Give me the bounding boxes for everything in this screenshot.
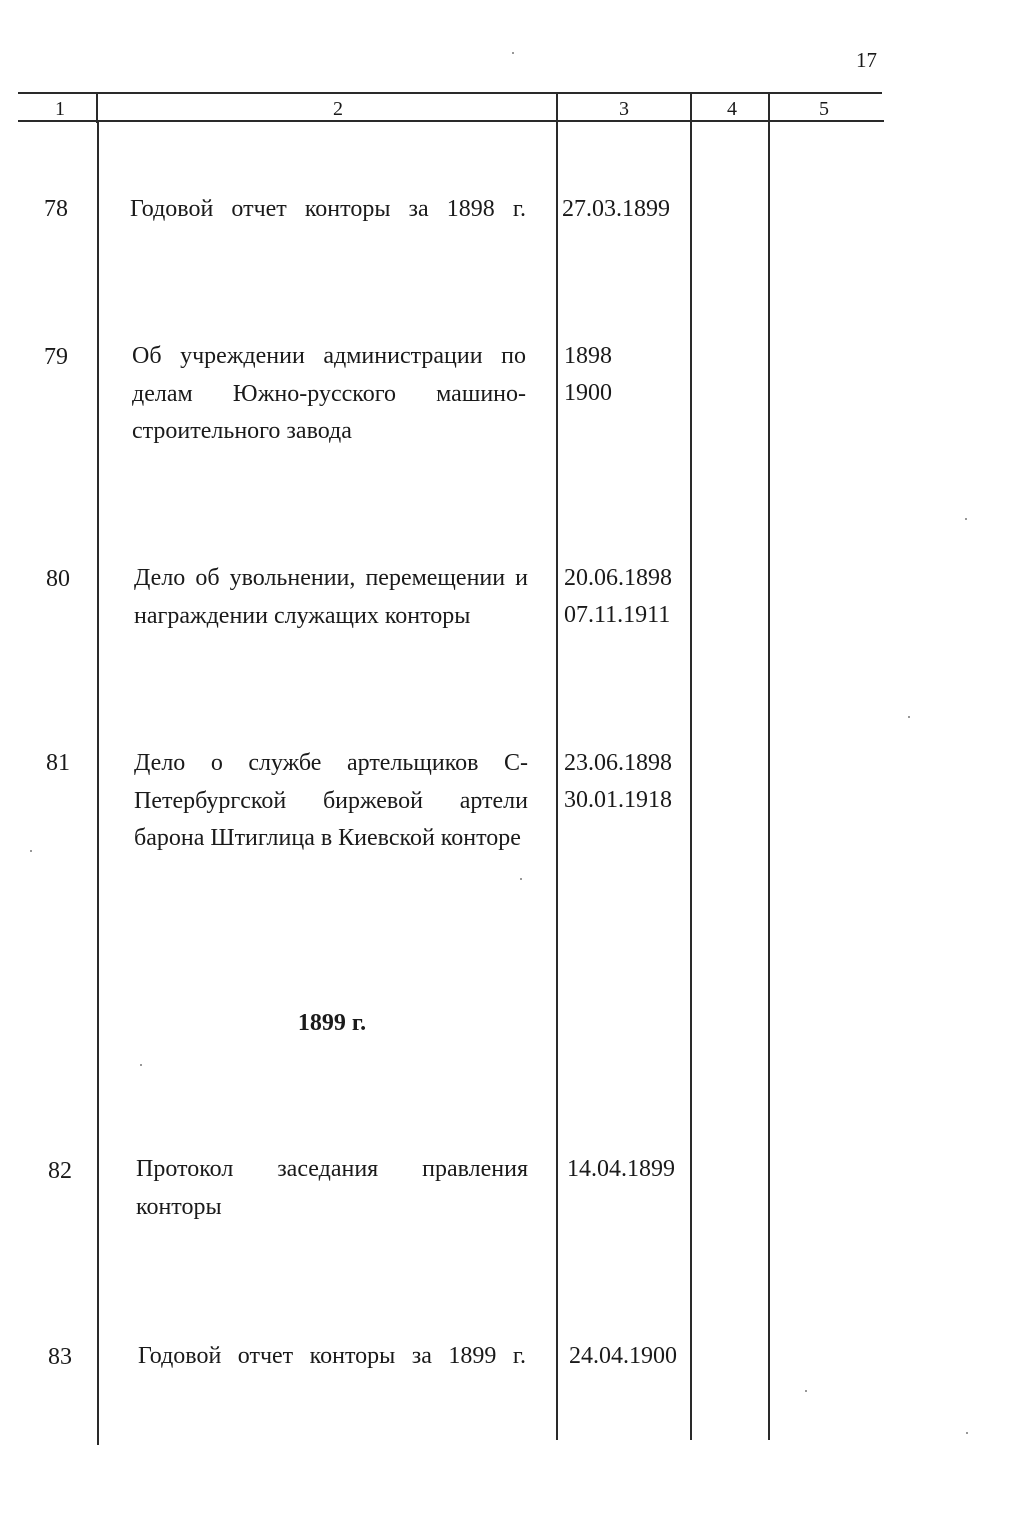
row-date-end: 1900	[564, 380, 612, 406]
column-header-3: 3	[619, 98, 629, 120]
row-number: 83	[48, 1344, 72, 1370]
row-number: 81	[46, 750, 70, 776]
row-description: Протокол заседания правления конторы	[136, 1156, 528, 1220]
row-number: 80	[46, 566, 70, 592]
column-header-1: 1	[55, 98, 65, 120]
column-divider-3-4	[690, 93, 692, 1440]
column-divider-1-2	[97, 121, 99, 1445]
row-description: Дело о службе артельщиков С-Петербургской биржевой артели барона Штиглица в Киевской конторе	[134, 750, 528, 851]
scan-speck	[140, 1064, 142, 1066]
row-number: 82	[48, 1158, 72, 1184]
row-number: 78	[44, 196, 68, 222]
row-description: Годовой отчет конторы за 1899 г.	[138, 1343, 526, 1369]
section-year-heading: 1899 г.	[297, 1010, 367, 1036]
row-description: Об учреждении администрации по делам Южно-русского машино-строительного завода	[132, 343, 526, 444]
row-date-start: 24.04.1900	[569, 1343, 677, 1369]
scan-speck	[908, 716, 910, 718]
row-description: Дело об увольнении, перемещении и награждении служащих конторы	[134, 565, 528, 629]
row-description: Годовой отчет конторы за 1898 г.	[130, 196, 526, 222]
column-divider-2-3	[556, 93, 558, 1440]
header-bottom-rule	[18, 120, 884, 122]
row-date-end: 07.11.1911	[564, 602, 671, 628]
page-number: 17	[856, 48, 877, 72]
scan-speck	[512, 52, 514, 54]
column-header-5: 5	[819, 98, 829, 120]
scan-speck	[805, 1390, 807, 1392]
scan-speck	[966, 1432, 968, 1434]
column-header-2: 2	[333, 98, 343, 120]
row-date-start: 1898	[564, 343, 612, 369]
column-divider-1-2	[96, 93, 98, 123]
row-date-start: 20.06.1898	[564, 565, 672, 591]
column-divider-4-5	[768, 93, 770, 1440]
scan-speck	[30, 850, 32, 852]
column-header-4: 4	[727, 98, 737, 120]
row-date-start: 27.03.1899	[562, 196, 670, 222]
scan-speck	[965, 518, 967, 520]
row-number: 79	[44, 344, 68, 370]
row-date-start: 23.06.1898	[564, 750, 672, 776]
table-top-rule	[18, 92, 882, 94]
row-date-end: 30.01.1918	[564, 787, 672, 813]
scan-speck	[520, 878, 522, 880]
row-date-start: 14.04.1899	[567, 1156, 675, 1182]
